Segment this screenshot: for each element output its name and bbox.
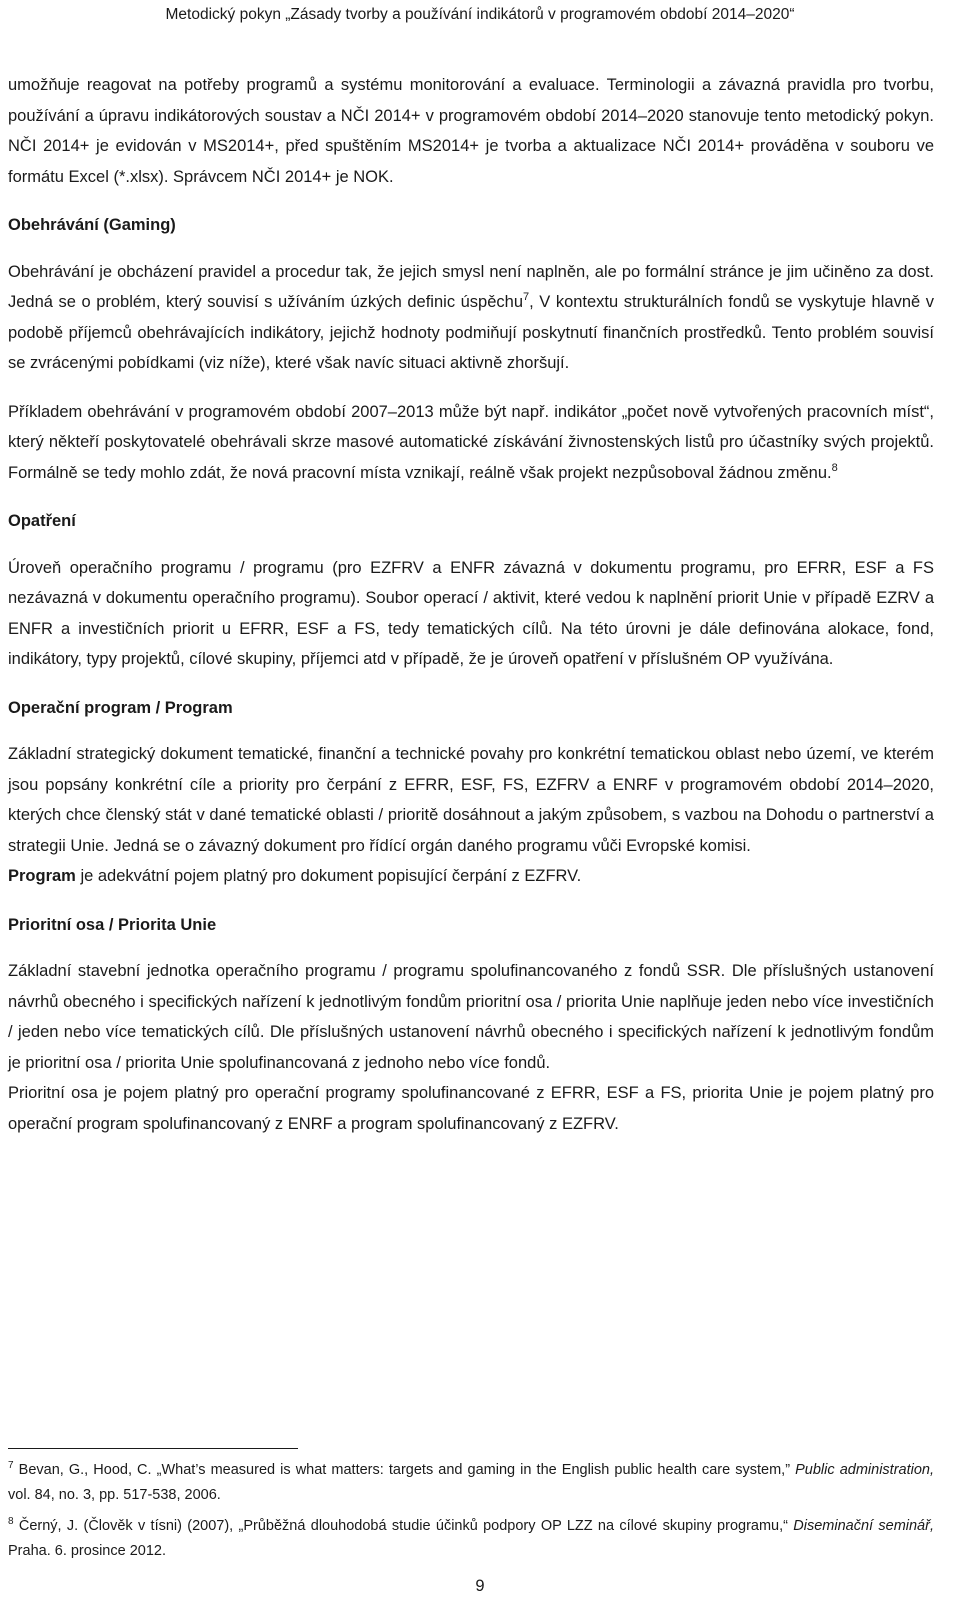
gaming-paragraph-2: Příkladem obehrávání v programovém období 2007–2013 může být např. indikátor „počet nově vytvořených pracovních míst“, který někteří poskytovatelé obehrávali skrze masové automatické získávání živnostenských listů pro účastníky svých projektů. Formálně se tedy mohlo zdát, že nová pracovní místa vznikají, reálně však projekt nezpůsoboval žádnou změnu.$^8$ — [8, 402, 934, 482]
heading-gaming: Obehrávání (Gaming) — [8, 216, 176, 234]
op-paragraph-1: Základní strategický dokument tematické, finanční a technické povahy pro konkrétní tematickou oblast nebo území, ve kterém jsou popsány konkrétní cíle a priority pro čerpání z EFRR, ESF, FS, EZFRV a ENRF v programovém období 2014–2020, kterých chce členský stát v dané tematické oblasti / prioritě dosáhnout a jakým způsobem, s vazbou na Dohodu o partnerství a strategii Unie. Jedná se o závazný dokument pro řídící orgán daného programu vůči Evropské komisi. — [8, 745, 934, 855]
page-number: 9 — [475, 1577, 485, 1595]
heading-operacni-program: Operační program / Program — [8, 698, 233, 717]
page-header: Metodický pokyn „Zásady tvorby a používání indikátorů v programovém období 2014–2020“ — [165, 6, 795, 23]
opatreni-paragraph: Úroveň operačního programu / programu (pro EZFRV a ENFR závazná v dokumentu programu, pro EFRR, ESF a FS nezávazná v dokumentu operačního programu). Soubor operací / aktivit, které vedou k naplnění priorit Unie v případě EZRV a ENFR a investičních priorit u EFRR, ESF a FS, tedy tematických cílů. Na této úrovni je dále definována alokace, fond, indikátory, typy projektů, cílové skupiny, příjemci atd v případě, že je úroveň opatření v příslušném OP využívána. — [8, 558, 934, 668]
body-text — [8, 70, 934, 1139]
footnote-7: $^7$ Bevan, G., Hood, C. „What’s measured is what matters: targets and gaming in the English public health care system,” Public administration, vol. 84, no. 3, pp. 517-538, 2006. — [8, 1460, 934, 1503]
footnote-separator — [8, 1448, 298, 1449]
po-paragraph-1: Základní stavební jednotka operačního programu / programu spolufinancovaného z fondů SSR. Dle příslušných ustanovení návrhů obecného i specifických nařízení k jednotlivým fondům prioritní osa / priorita Unie naplňuje jeden nebo více investičních / jeden nebo více tematických cílů. Dle příslušných ustanovení návrhů obecného i specifických nařízení k jednotlivým fondům je prioritní osa / priorita Unie spolufinancovaná z jednoho nebo více fondů. — [8, 962, 934, 1072]
footnote-ref-8[interactable]: 8 — [831, 461, 838, 474]
op-paragraph-2: Program je adekvátní pojem platný pro dokument popisující čerpání z EZFRV. — [8, 867, 582, 885]
footnotes — [8, 1458, 934, 1570]
heading-opatreni: Opatření — [8, 512, 76, 530]
footnote-8: $^8$ Černý, J. (Člověk v tísni) (2007), „Průběžná dlouhodobá studie účinků podpory OP LZZ na cílové skupiny programu,“ Diseminační seminář, Praha. 6. prosince 2012. — [8, 1516, 934, 1559]
gaming-paragraph-1: Obehrávání je obcházení pravidel a procedur tak, že jejich smysl není naplněn, ale po formální stránce je jim učiněno za dost. Jedná se o problém, který souvisí s užíváním úzkých definic úspěchu$^7$, V kontextu strukturálních fondů se vyskytuje hlavně v podobě příjemců obehrávajících indikátory, jejichž hodnoty podmiňují poskytnutí finančních prostředků. Tento problém souvisí se zvrácenými pobídkami (viz níže), které však navíc situaci aktivně zhoršují. — [8, 262, 934, 372]
heading-prioritni-osa: Prioritní osa / Priorita Unie — [8, 915, 217, 934]
po-paragraph-2: Prioritní osa je pojem platný pro operační programy spolufinancované z EFRR, ESF a FS, priorita Unie je pojem platný pro operační program spolufinancovaný z ENRF a program spolufinancovaný z EZFRV. — [8, 1084, 934, 1133]
intro-paragraph: umožňuje reagovat na potřeby programů a systému monitorování a evaluace. Terminologii a závazná pravidla pro tvorbu, používání a úpravu indikátorových soustav a NČI 2014+ v programovém období 2014–2020 stanovuje tento metodický pokyn. NČI 2014+ je evidován v MS2014+, před spuštěním MS2014+ je tvorba a aktualizace NČI 2014+ prováděna v souboru ve formátu Excel (*.xlsx). Správcem NČI 2014+ je NOK. — [8, 76, 934, 186]
footnote-ref-7[interactable]: 7 — [523, 291, 530, 303]
